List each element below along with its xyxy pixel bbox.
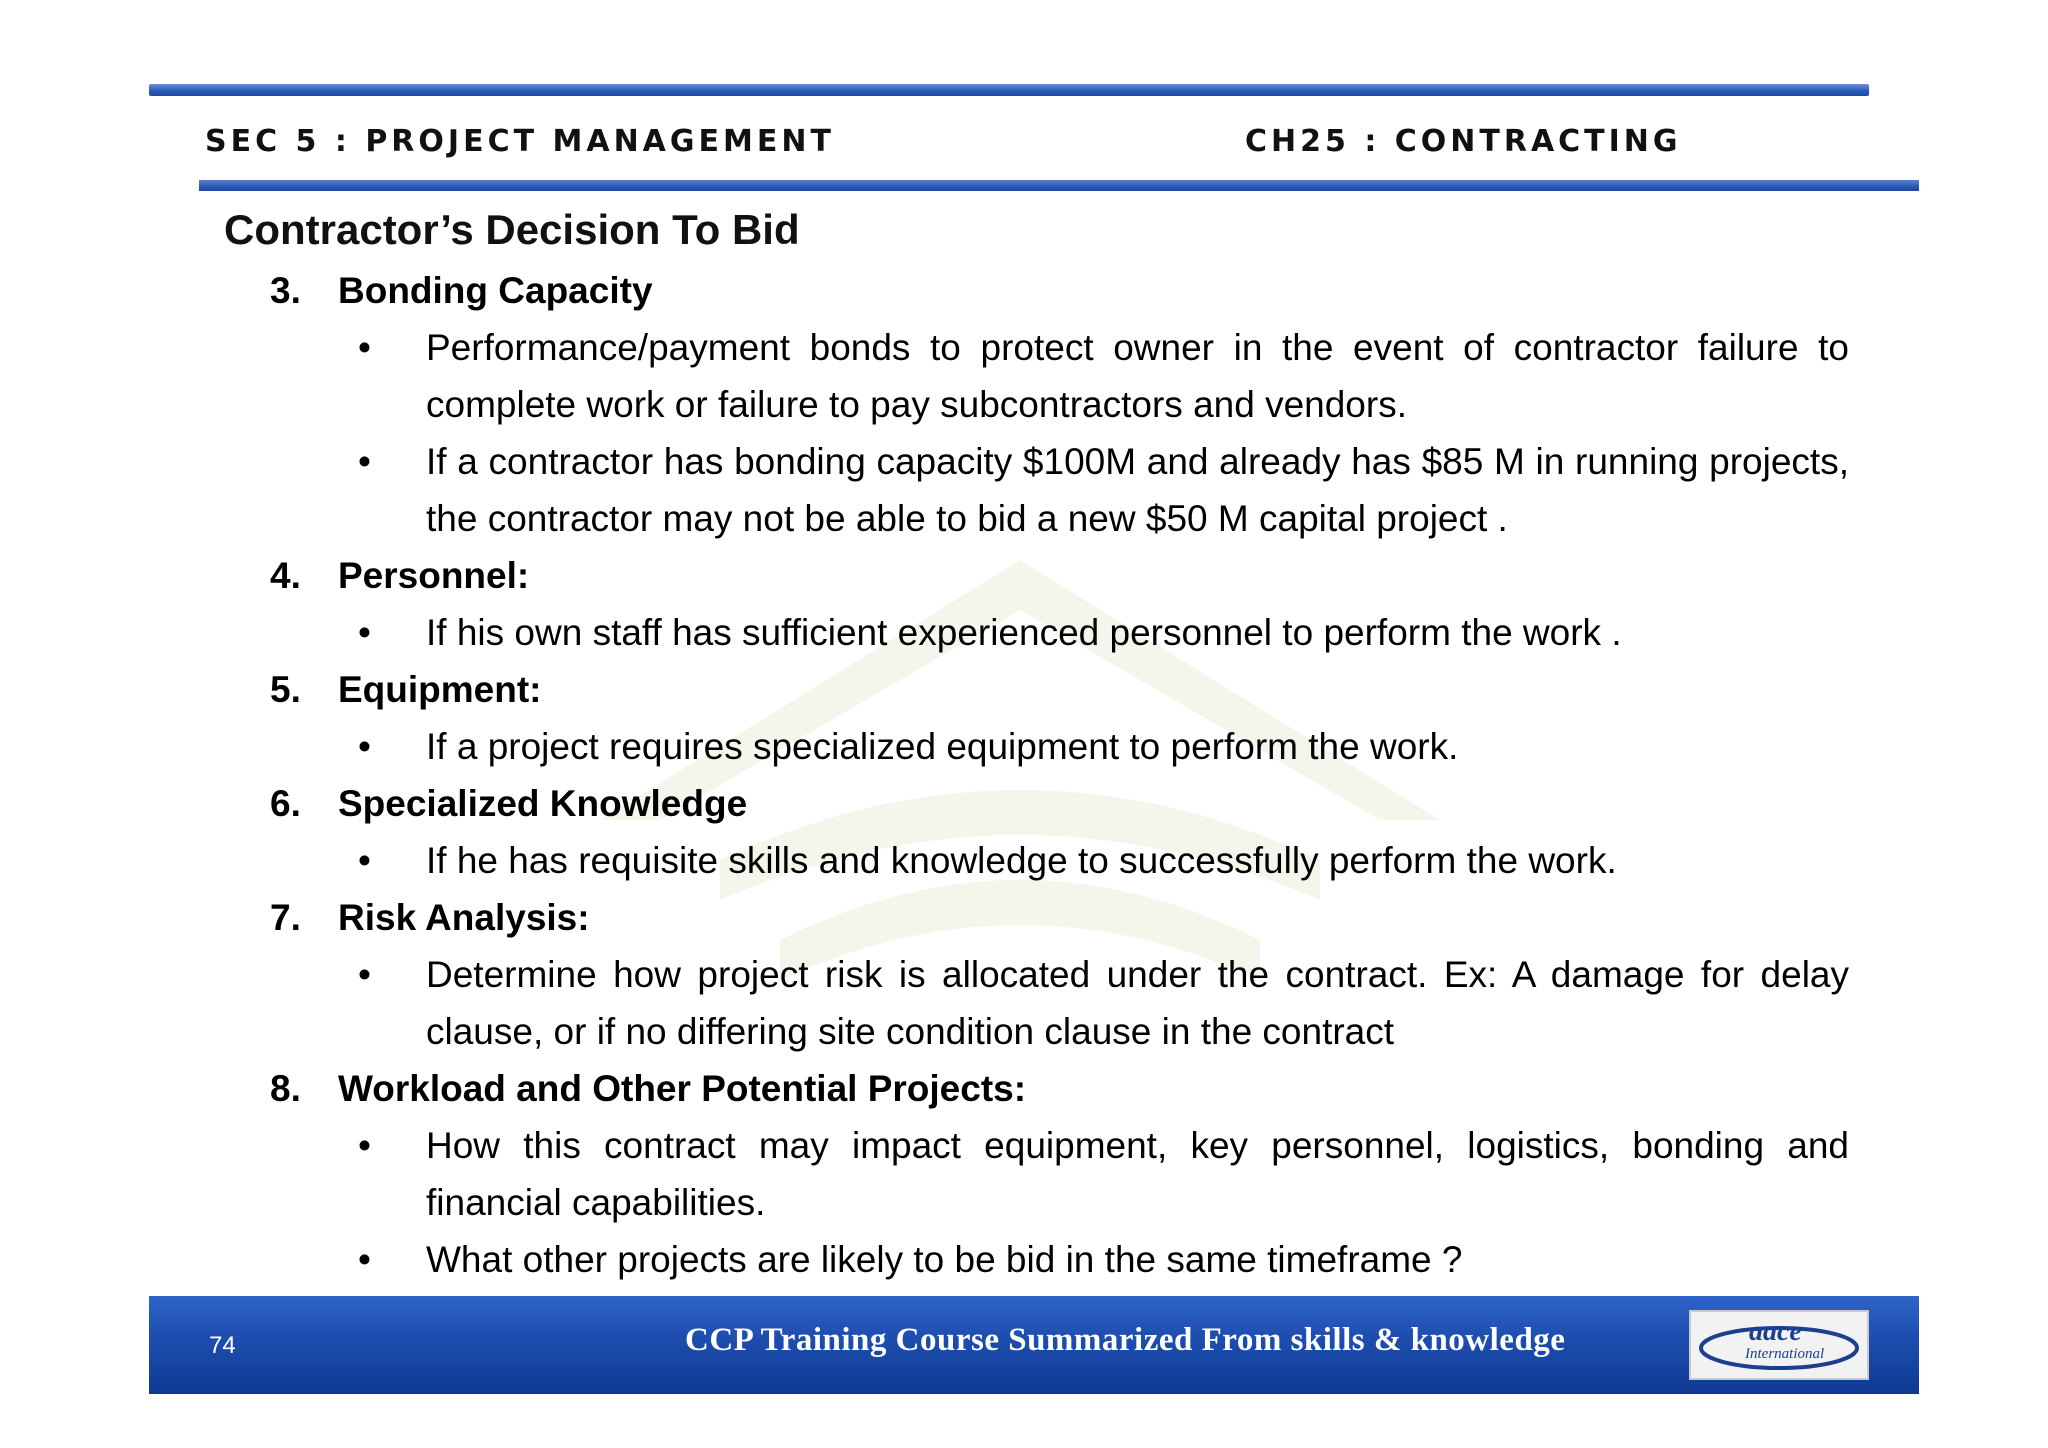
slide-header: [205, 118, 1735, 166]
bullet-text: What other projects are likely to be bid in the same timeframe ?: [426, 1239, 1463, 1280]
bullet-text: How this contract may impact equipment, key personnel, logistics, bonding and financial capabilities.: [426, 1125, 1849, 1223]
bullet-point: [0, 718, 1849, 775]
list-item-risk-analysis: [0, 889, 2048, 1060]
bullet-text: If a project requires specialized equipment to perform the work.: [426, 726, 1459, 767]
bullet-text: If he has requisite skills and knowledge to successfully perform the work.: [426, 840, 1617, 881]
bullet-text: If a contractor has bonding capacity $100M and already has $85 M in running projects, the contractor may not be able to bid a new $50 M capital project .: [426, 441, 1849, 539]
logo-subtext: International: [1745, 1346, 1825, 1362]
chapter-label: CH25 : CONTRACTING: [1245, 124, 1682, 159]
bullet-text: Performance/payment bonds to protect owner in the event of contractor failure to complete work or failure to pay subcontractors and vendors.: [426, 327, 1849, 425]
bullet-icon: •: [358, 1239, 371, 1280]
item-heading: Bonding Capacity: [338, 270, 653, 311]
bullet-point: [0, 1117, 1849, 1231]
slide-title: Contractor’s Decision To Bid: [224, 206, 800, 253]
item-heading: Risk Analysis:: [338, 897, 590, 938]
list-item-specialized-knowledge: [0, 775, 2048, 889]
bullet-point: [0, 1231, 1849, 1288]
bullet-icon: •: [358, 1125, 371, 1166]
footer-caption: CCP Training Course Summarized From skills & knowledge: [685, 1322, 1566, 1358]
page-number: 74: [209, 1332, 236, 1359]
bullet-point: [0, 604, 1849, 661]
list-item-workload: [0, 1060, 2048, 1288]
bullet-icon: •: [358, 327, 371, 368]
item-heading: Workload and Other Potential Projects:: [338, 1068, 1027, 1109]
bullet-point: [0, 946, 1849, 1060]
item-number: 8.: [270, 1068, 301, 1109]
bullet-icon: •: [358, 954, 371, 995]
item-number: 6.: [270, 783, 301, 824]
bullet-point: [0, 832, 1849, 889]
aace-logo: [1689, 1310, 1869, 1380]
item-number: 7.: [270, 897, 301, 938]
top-rule: [149, 84, 1869, 96]
list-item-personnel: [0, 547, 2048, 661]
bullet-icon: •: [358, 612, 371, 653]
bullet-text: Determine how project risk is allocated under the contract. Ex: A damage for delay clause, or if no differing site condition clause in the contract: [426, 954, 1849, 1052]
item-number: 3.: [270, 270, 301, 311]
logo-wordmark: aace: [1749, 1316, 1802, 1347]
bullet-text: If his own staff has sufficient experienced personnel to perform the work .: [426, 612, 1622, 653]
slide-footer: [149, 1296, 1919, 1394]
bullet-point: [0, 319, 1849, 433]
list-item-equipment: [0, 661, 2048, 775]
item-heading: Specialized Knowledge: [338, 783, 748, 824]
header-rule: [199, 180, 1919, 191]
item-number: 4.: [270, 555, 301, 596]
bullet-point: [0, 433, 1849, 547]
bullet-icon: •: [358, 441, 371, 482]
bullet-icon: •: [358, 726, 371, 767]
section-label: SEC 5 : PROJECT MANAGEMENT: [205, 124, 835, 159]
item-heading: Personnel:: [338, 555, 530, 596]
item-number: 5.: [270, 669, 301, 710]
content-list: [0, 262, 2048, 1288]
bullet-icon: •: [358, 840, 371, 881]
list-item-bonding-capacity: [0, 262, 2048, 547]
item-heading: Equipment:: [338, 669, 542, 710]
